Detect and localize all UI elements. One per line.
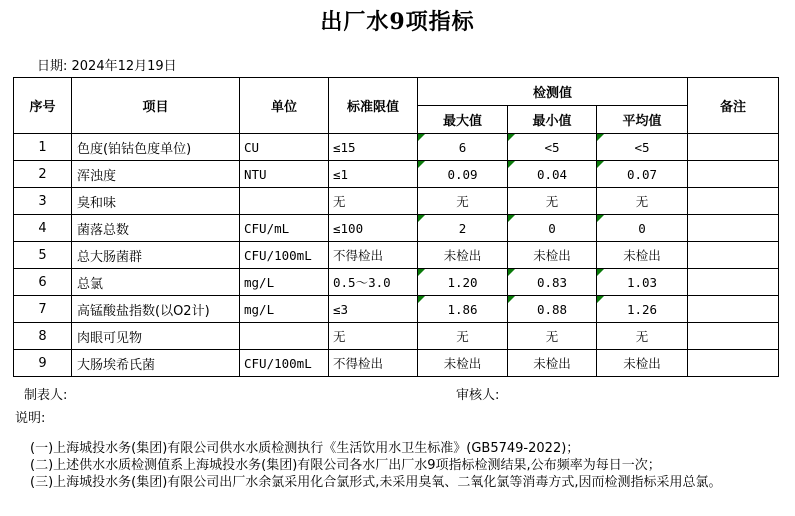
row-min-text: 无 [545, 194, 559, 209]
row-limit-text: 不得检出 [333, 356, 384, 371]
row-remark [688, 134, 779, 161]
row-item [72, 215, 240, 242]
row-avg [597, 242, 688, 269]
row-avg [597, 188, 688, 215]
row-max [418, 350, 508, 377]
row-unit [240, 161, 329, 188]
row-avg-text: 未检出 [623, 248, 661, 263]
row-max [418, 188, 508, 215]
row-avg-text: 1.26 [626, 301, 658, 317]
cell-flag-triangle-icon [418, 296, 425, 303]
row-min [508, 269, 597, 296]
row-min-text: 0.83 [536, 274, 568, 290]
header-min: 最小值 [508, 106, 597, 134]
row-unit-text: mg/L [244, 274, 275, 290]
row-no [14, 296, 72, 323]
table-row [14, 350, 779, 377]
header-avg: 平均值 [597, 106, 688, 134]
cell-flag-triangle-icon [418, 161, 425, 168]
row-limit [329, 296, 418, 323]
row-limit [329, 161, 418, 188]
row-min-text: 0.88 [536, 301, 568, 317]
table-row [14, 269, 779, 296]
table-row [14, 188, 779, 215]
cell-flag-triangle-icon [418, 269, 425, 276]
table-row [14, 242, 779, 269]
row-max-text: 0.09 [447, 166, 478, 182]
table-row [14, 296, 779, 323]
row-item [72, 296, 240, 323]
row-item [72, 269, 240, 296]
table-row [14, 323, 779, 350]
note-item: (一)上海城投水务(集团)有限公司供水水质检测执行《生活饮用水卫生标准》(GB5749-2022)； [30, 441, 580, 456]
row-max [418, 215, 508, 242]
row-unit [240, 242, 329, 269]
row-remark [688, 161, 779, 188]
row-remark [688, 269, 779, 296]
row-unit-text: NTU [244, 166, 267, 182]
cell-flag-triangle-icon [508, 215, 515, 222]
row-max [418, 161, 508, 188]
row-remark [688, 296, 779, 323]
row-unit [240, 269, 329, 296]
header-unit: 单位 [240, 78, 329, 134]
row-limit-text: ≤1 [333, 166, 349, 182]
row-limit [329, 269, 418, 296]
row-unit [240, 350, 329, 377]
row-item-text: 菌落总数 [77, 222, 130, 238]
row-min-text: <5 [544, 139, 560, 155]
row-item-text: 臭和味 [77, 195, 117, 211]
row-no-text: 2 [38, 166, 47, 182]
row-max [418, 323, 508, 350]
row-max-text: 1.86 [447, 301, 478, 317]
row-unit-text: mg/L [244, 301, 275, 317]
row-limit [329, 215, 418, 242]
row-item-text: 浑浊度 [77, 168, 117, 184]
row-avg-text: 未检出 [623, 356, 661, 371]
row-remark [688, 188, 779, 215]
row-max [418, 269, 508, 296]
header-item: 项目 [72, 78, 240, 134]
row-no-text: 4 [38, 220, 47, 236]
row-max-text: 2 [458, 220, 467, 236]
header-no: 序号 [14, 78, 72, 134]
row-item-text: 总氯 [77, 276, 104, 292]
row-limit-text: 不得检出 [333, 248, 384, 263]
row-item-text: 大肠埃希氏菌 [77, 357, 156, 373]
row-item [72, 323, 240, 350]
cell-flag-triangle-icon [597, 296, 604, 303]
row-no [14, 161, 72, 188]
row-min [508, 350, 597, 377]
preparer-label: 制表人: [24, 388, 68, 403]
row-limit [329, 350, 418, 377]
row-unit-text: CFU/100mL [244, 355, 312, 371]
row-remark [688, 242, 779, 269]
row-no-text: 9 [38, 355, 47, 371]
row-remark [688, 215, 779, 242]
row-max-text: 6 [458, 139, 467, 155]
row-max-text: 未检出 [443, 356, 482, 371]
row-min-text: 0 [548, 220, 556, 236]
row-no [14, 215, 72, 242]
row-no [14, 323, 72, 350]
cell-flag-triangle-icon [597, 134, 604, 141]
row-item-text: 总大肠菌群 [77, 249, 143, 265]
row-no [14, 188, 72, 215]
row-limit-text: 无 [333, 194, 346, 209]
row-limit-text: ≤15 [333, 139, 356, 155]
row-item [72, 242, 240, 269]
cell-flag-triangle-icon [418, 134, 425, 141]
row-avg [597, 350, 688, 377]
row-max-text: 1.20 [447, 274, 478, 290]
row-item-text: 色度(铂钴色度单位) [77, 141, 192, 157]
notes-list [30, 440, 722, 491]
row-avg [597, 215, 688, 242]
notes-heading: 说明: [15, 411, 46, 426]
row-no-text: 7 [38, 301, 47, 317]
row-avg [597, 296, 688, 323]
row-limit [329, 323, 418, 350]
row-min-text: 未检出 [533, 248, 571, 263]
row-max-text: 无 [456, 194, 469, 209]
row-item [72, 188, 240, 215]
row-avg-text: <5 [634, 139, 650, 155]
row-no [14, 134, 72, 161]
row-item-text: 肉眼可见物 [77, 330, 143, 346]
reviewer-label: 审核人: [456, 388, 500, 403]
note-item: (二)上述供水水质检测值系上海城投水务(集团)有限公司各水厂出厂水9项指标检测结果,公布频率为每日一次； [30, 458, 661, 473]
table-row [14, 215, 779, 242]
table-row [14, 161, 779, 188]
table-row [14, 134, 779, 161]
row-limit [329, 242, 418, 269]
row-limit-text: ≤3 [333, 301, 349, 317]
row-min [508, 323, 597, 350]
row-avg-text: 0.07 [626, 166, 658, 182]
row-min [508, 161, 597, 188]
header-max: 最大值 [418, 106, 508, 134]
row-unit [240, 323, 329, 350]
row-avg [597, 269, 688, 296]
row-unit-text: CU [244, 139, 260, 155]
row-unit-text: CFU/100mL [244, 247, 312, 263]
row-limit [329, 188, 418, 215]
row-limit-text: ≤100 [333, 220, 364, 236]
row-item [72, 161, 240, 188]
cell-flag-triangle-icon [508, 269, 515, 276]
row-min [508, 188, 597, 215]
row-item [72, 350, 240, 377]
row-item [72, 134, 240, 161]
row-avg [597, 134, 688, 161]
row-max-text: 未检出 [443, 248, 482, 263]
note-item: (三)上海城投水务(集团)有限公司出厂水余氯采用化合氯形式,未采用臭氧、二氧化氯等消毒方式,因而检测指标采用总氯。 [30, 475, 722, 490]
row-no-text: 3 [38, 193, 47, 209]
row-avg [597, 161, 688, 188]
row-unit [240, 215, 329, 242]
row-limit [329, 134, 418, 161]
row-avg-text: 1.03 [626, 274, 658, 290]
row-no-text: 5 [38, 247, 47, 263]
table-body [14, 134, 779, 377]
row-min [508, 296, 597, 323]
row-unit [240, 188, 329, 215]
cell-flag-triangle-icon [508, 134, 515, 141]
cell-flag-triangle-icon [508, 161, 515, 168]
cell-flag-triangle-icon [418, 215, 425, 222]
header-limit: 标准限值 [329, 78, 418, 134]
row-max [418, 296, 508, 323]
row-item-text: 高锰酸盐指数(以O2计) [77, 303, 210, 319]
date-label: 日期: 2024年12月19日 [37, 59, 177, 74]
row-limit-text: 无 [333, 329, 346, 344]
row-avg-text: 0 [638, 220, 646, 236]
row-avg [597, 323, 688, 350]
table-header [14, 78, 779, 134]
row-no-text: 1 [38, 139, 47, 155]
row-limit-text: 0.5～3.0 [333, 275, 391, 290]
row-remark [688, 323, 779, 350]
row-max [418, 242, 508, 269]
cell-flag-triangle-icon [597, 215, 604, 222]
row-remark [688, 350, 779, 377]
row-no-text: 6 [38, 274, 47, 290]
row-max [418, 134, 508, 161]
cell-flag-triangle-icon [508, 296, 515, 303]
row-no [14, 242, 72, 269]
row-avg-text: 无 [635, 329, 649, 344]
cell-flag-triangle-icon [597, 161, 604, 168]
row-no-text: 8 [38, 328, 47, 344]
row-unit-text: CFU/mL [244, 220, 290, 236]
row-no [14, 269, 72, 296]
row-min-text: 无 [545, 329, 559, 344]
page-title: 出厂水9项指标 [320, 9, 475, 35]
row-min-text: 0.04 [536, 166, 568, 182]
row-unit [240, 296, 329, 323]
row-min [508, 134, 597, 161]
row-avg-text: 无 [635, 194, 649, 209]
header-remark: 备注 [688, 78, 779, 134]
header-detection: 检测值 [418, 78, 688, 106]
row-max-text: 无 [456, 329, 469, 344]
cell-flag-triangle-icon [597, 269, 604, 276]
row-no [14, 350, 72, 377]
row-min [508, 242, 597, 269]
row-min [508, 215, 597, 242]
row-unit [240, 134, 329, 161]
row-min-text: 未检出 [533, 356, 571, 371]
indicators-table [13, 77, 779, 377]
